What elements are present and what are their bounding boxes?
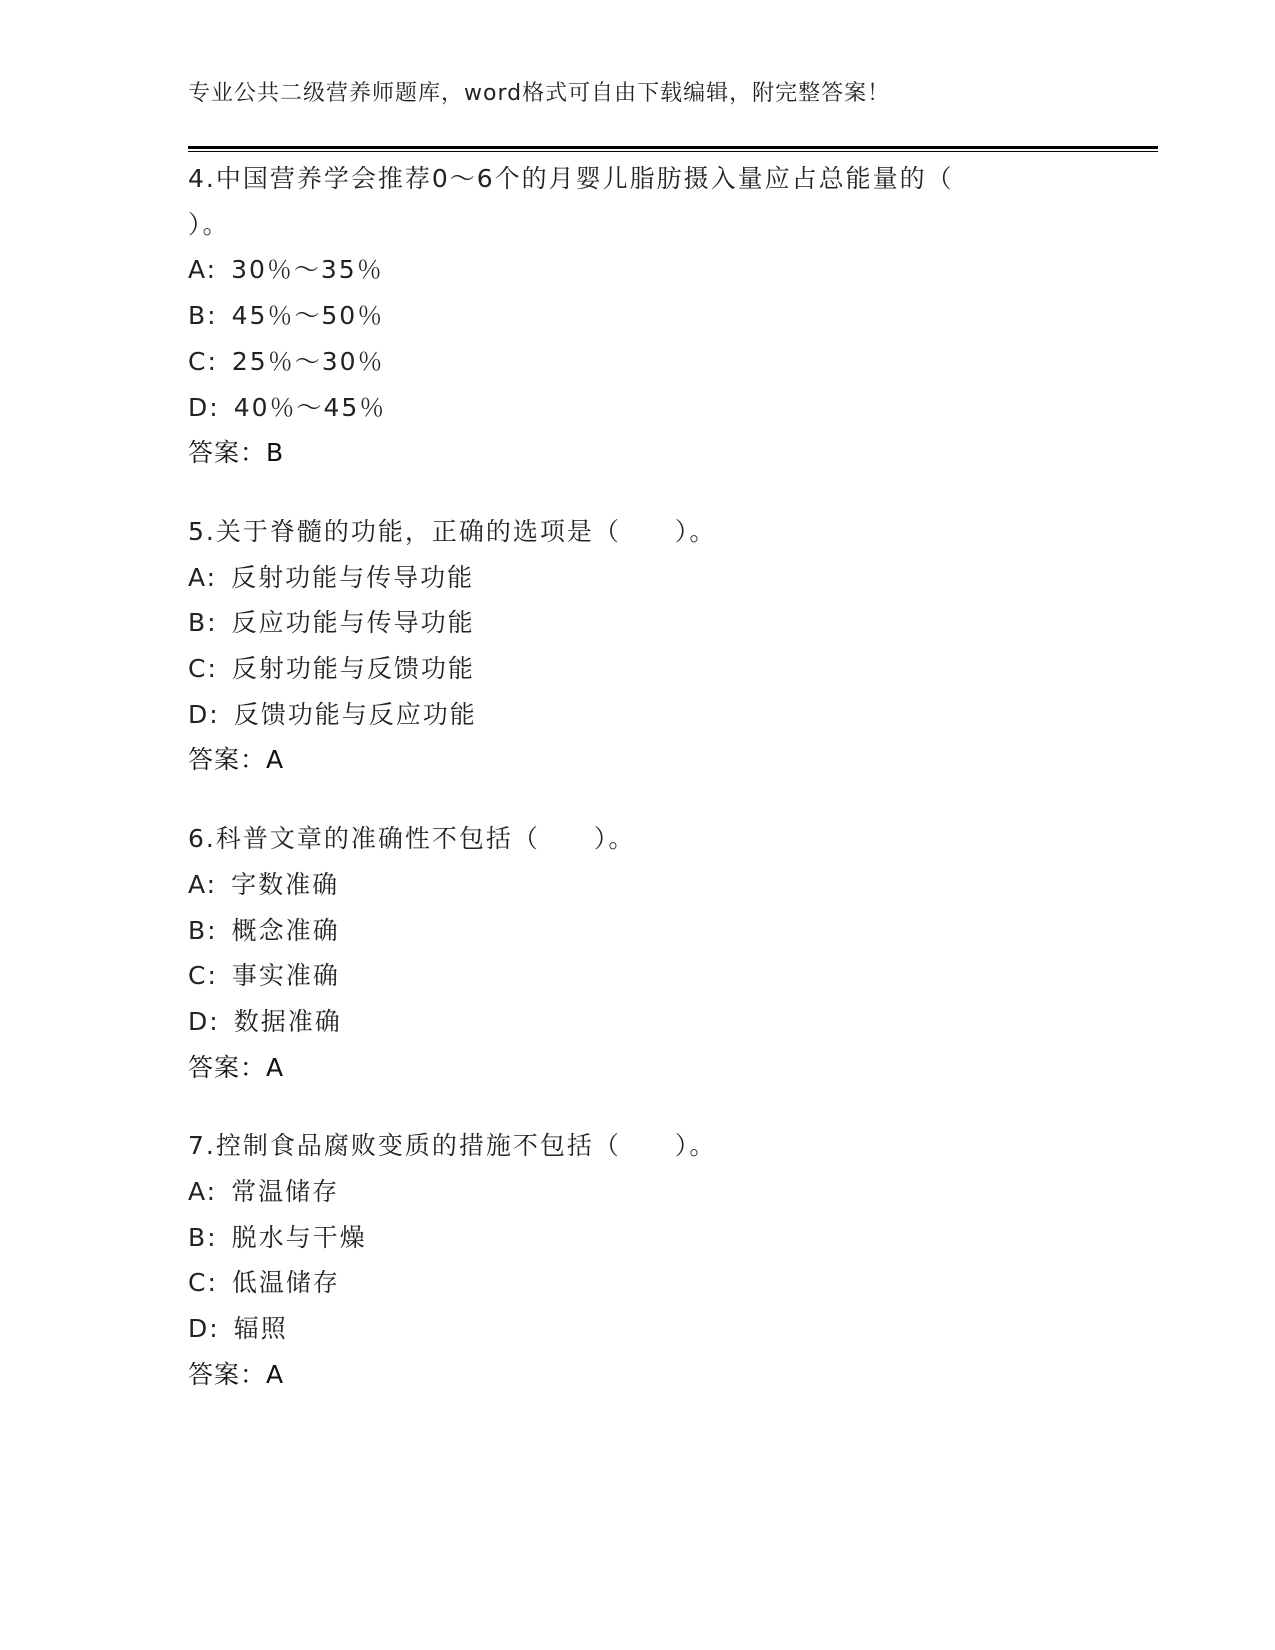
option-label: A: (188, 1177, 218, 1207)
option-label: D: (188, 1314, 220, 1344)
option-c (188, 1260, 1068, 1306)
option-a (188, 862, 1068, 908)
question-5 (188, 509, 1068, 783)
option-c (188, 646, 1068, 692)
option-text: 40％～45％ (233, 392, 387, 422)
option-d (188, 999, 1068, 1045)
option-label: D: (188, 392, 220, 422)
question-stem-continued: ）。 (188, 209, 230, 239)
option-label: A: (188, 255, 218, 285)
question-list (188, 156, 1068, 1431)
question-stem: 5.关于脊髓的功能，正确的选项是（ ）。 (188, 516, 717, 546)
option-text: 数据准确 (233, 1006, 342, 1036)
answer-line: 答案：A (188, 1052, 285, 1082)
option-text: 脱水与干燥 (231, 1222, 367, 1252)
option-b (188, 293, 1068, 339)
answer-line: 答案：A (188, 745, 285, 775)
option-label: C: (188, 961, 218, 991)
option-text: 30％～35％ (231, 255, 384, 285)
option-c (188, 339, 1068, 385)
question-4 (188, 156, 1068, 476)
option-label: A: (188, 869, 218, 899)
option-text: 字数准确 (231, 869, 340, 899)
option-label: B: (188, 301, 218, 331)
option-label: B: (188, 915, 218, 945)
option-a (188, 1169, 1068, 1215)
question-7 (188, 1123, 1068, 1397)
option-text: 辐照 (233, 1314, 288, 1344)
option-b (188, 908, 1068, 954)
document-header: 专业公共二级营养师题库，word格式可自由下载编辑，附完整答案！ (188, 81, 891, 106)
option-text: 25％～30％ (231, 346, 385, 376)
header-rule-thick (188, 146, 1158, 149)
answer-line: 答案：A (188, 1359, 285, 1389)
option-d (188, 692, 1068, 738)
question-stem: 7.控制食品腐败变质的措施不包括（ ）。 (188, 1131, 717, 1161)
question-stem: 4.中国营养学会推荐0～6个的月婴儿脂肪摄入量应占总能量的（ (188, 164, 954, 193)
option-text: 反射功能与传导功能 (231, 562, 475, 592)
option-a (188, 555, 1068, 601)
option-b (188, 1215, 1068, 1261)
question-stem: 6.科普文章的准确性不包括（ ）。 (188, 824, 636, 854)
answer-line: 答案：B (188, 438, 285, 468)
option-text: 概念准确 (231, 915, 340, 945)
option-text: 反馈功能与反应功能 (233, 699, 477, 729)
header-rule-thin (188, 151, 1158, 152)
option-label: D: (188, 1006, 220, 1036)
option-text: 常温储存 (231, 1177, 340, 1207)
option-text: 反应功能与传导功能 (231, 608, 475, 638)
option-label: B: (188, 608, 218, 638)
option-label: C: (188, 346, 218, 376)
option-b (188, 600, 1068, 646)
option-d (188, 1306, 1068, 1352)
question-6 (188, 816, 1068, 1090)
option-label: C: (188, 654, 218, 684)
option-text: 事实准确 (231, 961, 340, 991)
option-label: C: (188, 1268, 218, 1298)
option-text: 反射功能与反馈功能 (231, 654, 475, 684)
option-label: D: (188, 699, 220, 729)
option-label: A: (188, 562, 218, 592)
option-text: 45％～50％ (231, 301, 385, 331)
option-text: 低温储存 (231, 1268, 340, 1298)
option-a (188, 247, 1068, 293)
option-d (188, 385, 1068, 431)
option-c (188, 953, 1068, 999)
option-label: B: (188, 1222, 218, 1252)
